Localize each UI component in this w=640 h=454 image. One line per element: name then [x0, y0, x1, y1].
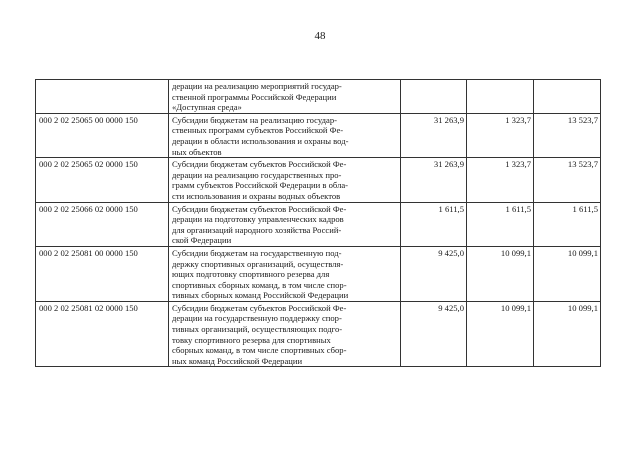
- description-line: дерации на подготовку управленческих кадров: [172, 214, 344, 225]
- description-line: сборных команд, в том числе спортивных сбор-: [172, 345, 347, 356]
- description-line: тивных организаций, осуществляющих подго-: [172, 324, 343, 335]
- value-cell-2: 1 611,5: [467, 202, 534, 246]
- value-cell-3: 1 611,5: [534, 202, 601, 246]
- description-line: дерации на реализацию государственных про-: [172, 169, 342, 180]
- table-row: [36, 246, 601, 301]
- table-row: [36, 113, 601, 157]
- value-cell-1: 9 425,0: [401, 246, 467, 301]
- value-cell-1: 31 263,9: [401, 113, 467, 157]
- value-cell-3: 13 523,7: [534, 158, 601, 202]
- value-cell-2: [467, 80, 534, 114]
- description-cell: [169, 158, 401, 202]
- description-line: ных объектов: [172, 146, 222, 157]
- budget-code-cell: 000 2 02 25081 02 0000 150: [36, 301, 169, 367]
- budget-code-cell: 000 2 02 25065 00 0000 150: [36, 113, 169, 157]
- value-cell-3: 13 523,7: [534, 113, 601, 157]
- description-line: ных команд Российской Федерации: [172, 355, 303, 366]
- value-cell-2: 10 099,1: [467, 301, 534, 367]
- value-cell-3: 10 099,1: [534, 246, 601, 301]
- description-line: Субсидии бюджетам субъектов Российской Фе-: [172, 203, 347, 214]
- description-line: «Доступная среда»: [172, 102, 242, 113]
- table-row: [36, 158, 601, 202]
- description-line: спортивных сборных команд, в том числе спор-: [172, 279, 347, 290]
- description-line: дерации на реализацию мероприятий государ-: [172, 81, 342, 91]
- page-number: 48: [314, 30, 326, 42]
- description-cell: [169, 113, 401, 157]
- value-cell-2: 1 323,7: [467, 113, 534, 157]
- budget-code-cell: 000 2 02 25065 02 0000 150: [36, 158, 169, 202]
- description-line: ственных программ субъектов Российской Фе-: [172, 125, 344, 136]
- description-cell: [169, 202, 401, 246]
- description-cell: [169, 246, 401, 301]
- table-row: [36, 301, 601, 367]
- description-line: для организаций народного хозяйства Россий-: [172, 224, 342, 235]
- value-cell-2: 1 323,7: [467, 158, 534, 202]
- table-row: [36, 202, 601, 246]
- description-line: Субсидии бюджетам субъектов Российской Фе-: [172, 302, 347, 313]
- table-row: [36, 80, 601, 114]
- description-line: Субсидии бюджетам субъектов Российской Фе-: [172, 159, 347, 170]
- value-cell-1: 31 263,9: [401, 158, 467, 202]
- description-line: ской Федерации: [172, 235, 232, 246]
- budget-code-cell: [36, 80, 169, 114]
- description-cell: [169, 301, 401, 367]
- description-line: ственной программы Российской Федерации: [172, 91, 337, 102]
- description-line: ющих подготовку спортивного резерва для: [172, 269, 330, 280]
- value-cell-3: 10 099,1: [534, 301, 601, 367]
- description-line: грамм субъектов Российской Федерации в обла-: [172, 180, 349, 191]
- value-cell-3: [534, 80, 601, 114]
- budget-code-cell: 000 2 02 25081 00 0000 150: [36, 246, 169, 301]
- budget-revenue-table: [35, 79, 601, 367]
- value-cell-1: 1 611,5: [401, 202, 467, 246]
- value-cell-2: 10 099,1: [467, 246, 534, 301]
- description-line: Субсидии бюджетам на реализацию государ-: [172, 114, 337, 125]
- description-line: держку спортивных организаций, осуществля-: [172, 258, 344, 269]
- description-line: дерации на государственную поддержку спор-: [172, 313, 342, 324]
- value-cell-1: 9 425,0: [401, 301, 467, 367]
- description-line: сти использования и охраны водных объектов: [172, 190, 341, 201]
- description-line: товку спортивного резерва для спортивных: [172, 334, 331, 345]
- description-line: Субсидии бюджетам на государственную под-: [172, 247, 342, 258]
- description-line: тивных сборных команд Российской Федерации: [172, 290, 349, 301]
- description-line: дерации в области использования и охраны вод-: [172, 135, 349, 146]
- value-cell-1: [401, 80, 467, 114]
- description-cell: [169, 80, 401, 114]
- budget-code-cell: 000 2 02 25066 02 0000 150: [36, 202, 169, 246]
